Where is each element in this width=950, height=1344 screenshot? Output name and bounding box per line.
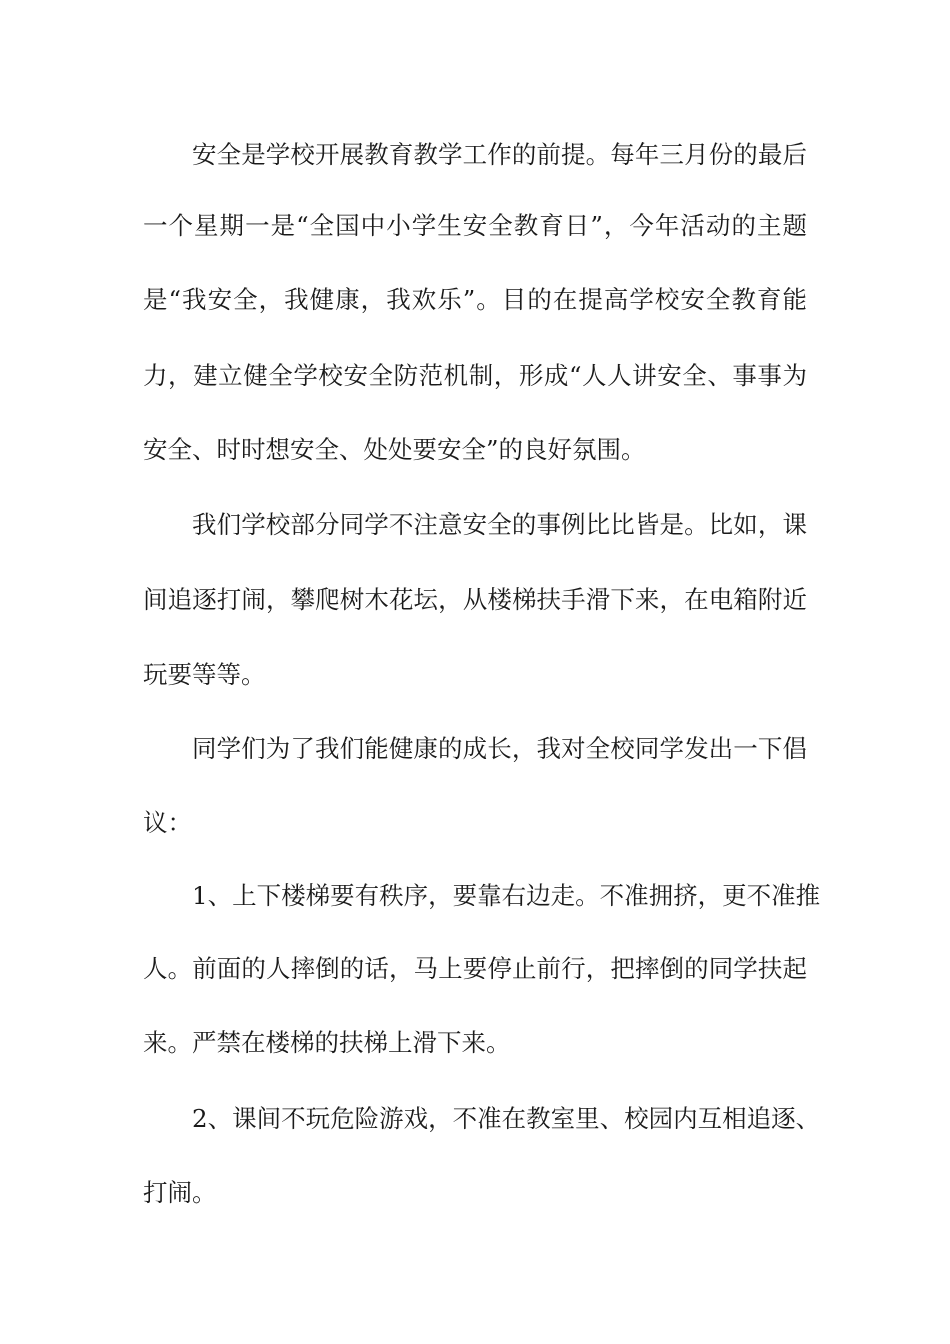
paragraph-1-line-5: 安全、时时想安全、处处要安全”的良好氛围。 <box>143 435 646 464</box>
paragraph-2-line-1: 我们学校部分同学不注意安全的事例比比皆是。比如，课 <box>192 510 807 539</box>
paragraph-4-line-2: 人。前面的人摔倒的话，马上要停止前行，把摔倒的同学扶起 <box>143 954 807 983</box>
paragraph-5-line-1: 2、课间不玩危险游戏，不准在教室里、校园内互相追逐、 <box>192 1104 821 1133</box>
paragraph-5-line-2: 打闹。 <box>143 1178 217 1207</box>
paragraph-1-line-2: 一个星期一是“全国中小学生安全教育日”，今年活动的主题 <box>143 211 807 240</box>
paragraph-4-line-3: 来。严禁在楼梯的扶梯上滑下来。 <box>143 1028 511 1057</box>
paragraph-3-line-1: 同学们为了我们能健康的成长，我对全校同学发出一下倡 <box>192 734 807 763</box>
paragraph-4-line-1: 1、上下楼梯要有秩序，要靠右边走。不准拥挤，更不准推 <box>192 881 821 910</box>
paragraph-1-line-1: 安全是学校开展教育教学工作的前提。每年三月份的最后 <box>192 140 807 169</box>
paragraph-1-line-3: 是“我安全，我健康，我欢乐”。目的在提高学校安全教育能 <box>143 285 807 314</box>
paragraph-1-line-4: 力，建立健全学校安全防范机制，形成“人人讲安全、事事为 <box>143 361 807 390</box>
paragraph-3-line-2: 议： <box>143 808 192 837</box>
paragraph-2-line-3: 玩要等等。 <box>143 660 266 689</box>
paragraph-2-line-2: 间追逐打闹，攀爬树木花坛，从楼梯扶手滑下来，在电箱附近 <box>143 585 807 614</box>
